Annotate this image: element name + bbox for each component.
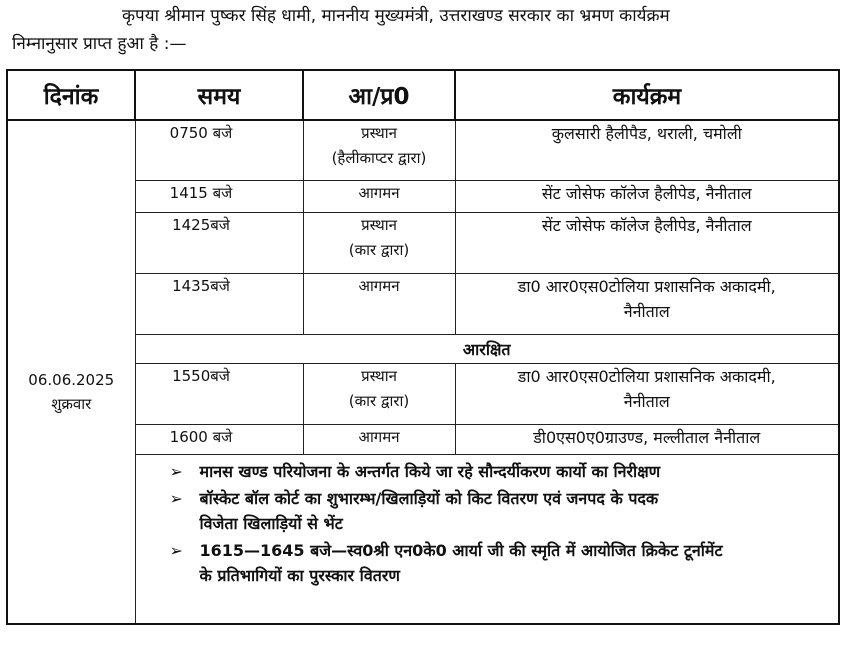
mode-text: प्रस्थान [361,215,397,234]
program-subtext: नैनीताल [623,391,670,411]
intro-line-1: कृपया श्रीमान पुष्कर सिंह धामी, माननीय मुख्यमंत्री, उत्तराखण्ड सरकार का भ्रमण कार्यक्रम [122,6,670,26]
note-text: 1615—1645 बजे—स्व0श्री एन0के0 आर्या जी की स्मृति में आयोजित क्रिकेट टूर्नामेंट [199,540,723,560]
time-cell: 0750 बजे [135,120,303,180]
program-text: डा0 आर0एस0टोलिया प्रशासनिक अकादमी, [517,366,776,386]
list-item [170,538,831,588]
arrow-bullet-icon: ➢ [169,540,183,560]
notes-list [170,459,831,588]
program-cell [455,273,839,334]
program-text: डा0 आर0एस0टोलिया प्रशासनिक अकादमी, [517,276,776,296]
mode-cell: आगमन [303,273,455,334]
intro-line-2: निम्नानुसार प्राप्त हुआ है :— [12,34,187,54]
note-text: मानस खण्ड परियोजना के अन्तर्गत किये जा रहे सौन्दर्यीकरण कार्यो का निरीक्षण [199,461,661,481]
header-time: समय [135,70,303,120]
list-item [170,459,831,484]
program-text: कुलसारी हैलीपैड, थराली, चमोली [551,124,742,143]
note-text: बॉस्केट बॉल कोर्ट का शुभारम्भ/खिलाड़ियों को किट वितरण एवं जनपद के पदक [199,488,659,508]
mode-text: प्रस्थान [361,366,397,385]
program-subtext: नैनीताल [623,301,670,321]
mode-subtext: (कार द्वारा) [348,240,410,259]
day-value: शुक्रवार [51,395,92,413]
note-text-cont: के प्रतिभागियों का पुरस्कार वितरण [199,565,400,585]
program-cell: सेंट जोसेफ कॉलेज हैलीपेड, नैनीताल [455,180,839,212]
mode-cell: आगमन [303,424,455,454]
arrow-bullet-icon: ➢ [169,461,183,481]
mode-subtext: (हैलीकाप्टर द्वारा) [331,149,427,167]
reserved-label: आरक्षित [135,334,839,363]
header-mode: आ/प्र0 [303,70,455,120]
mode-subtext: (कार द्वारा) [348,391,410,410]
time-cell: 1435बजे [135,273,303,334]
mode-cell: आगमन [303,180,455,212]
header-date: दिनांक [7,70,135,120]
time-cell: 1600 बजे [135,424,303,454]
time-cell: 1415 बजे [135,180,303,212]
program-cell: डी0एस0ए0ग्राउण्ड, मल्लीताल नैनीताल [455,424,839,454]
mode-cell [303,363,455,424]
program-cell: सेंट जोसेफ कॉलेज हैलीपेड, नैनीताल [455,212,839,273]
header-program: कार्यक्रम [455,70,839,120]
notes-cell [135,454,839,624]
schedule-table [6,69,840,625]
table-row [7,120,839,180]
mode-text: प्रस्थान [361,124,397,142]
program-cell [455,120,839,180]
mode-cell [303,212,455,273]
time-cell: 1550बजे [135,363,303,424]
note-text-cont: विजेता खिलाड़ियों से भेंट [199,513,343,533]
arrow-bullet-icon: ➢ [169,488,183,508]
time-cell: 1425बजे [135,212,303,273]
date-cell [7,120,135,624]
list-item [170,486,831,536]
header-row [7,70,839,120]
date-value: 06.06.2025 [28,371,115,389]
program-cell [455,363,839,424]
mode-cell [303,120,455,180]
intro-paragraph [12,2,832,58]
